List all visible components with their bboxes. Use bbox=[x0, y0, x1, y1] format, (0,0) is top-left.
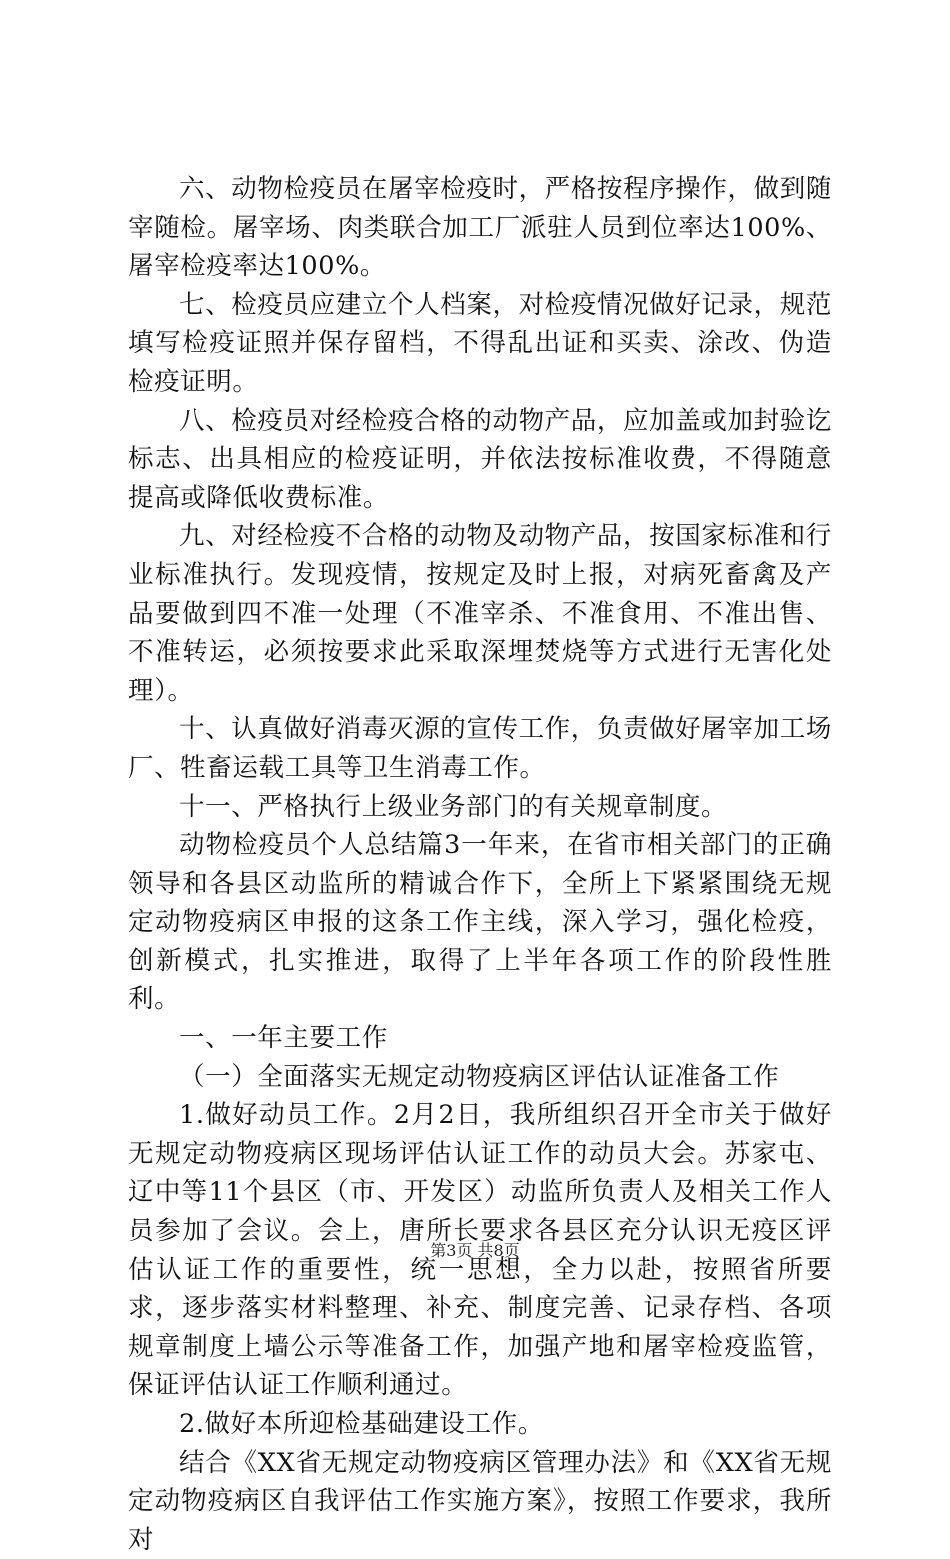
paragraph-item-9: 九、对经检疫不合格的动物及动物产品，按国家标准和行业标准执行。发现疫情，按规定及时上报，对病死畜禽及产品要做到四不准一处理（不准宰杀、不准食用、不准出售、不准转运，必须按要求此采取深埋焚烧等方式进行无害化处理）。 bbox=[128, 521, 832, 706]
paragraph-infrastructure: 2.做好本所迎检基础建设工作。 bbox=[179, 1409, 544, 1439]
page-number-footer: 第3页 共8页 bbox=[430, 1241, 520, 1260]
paragraph-regulations: 结合《XX省无规定动物疫病区管理办法》和《XX省无规定动物疫病区自我评估工作实施方案》，按照工作要求，我所对 bbox=[128, 1447, 832, 1555]
paragraph-mobilization: 1.做好动员工作。2月2日，我所组织召开全市关于做好无规定动物疫病区现场评估认证工作的动员大会。苏家屯、辽中等11个县区（市、开发区）动监所负责人及相关工作人员参加了会议。会上，唐所长要求各县区充分认识无疫区评估认证工作的重要性，统一思想，全力以赴，按照省所要求，逐步落实材料整理、补充、制度完善、记录存档、各项规章制度上墙公示等准备工作，加强产地和屠宰检疫监管，保证评估认证工作顺利通过。 bbox=[128, 1100, 832, 1401]
paragraph-item-8: 八、检疫员对经检疫合格的动物产品，应加盖或加封验讫标志、出具相应的检疫证明，并依法按标准收费，不得随意提高或降低收费标准。 bbox=[128, 405, 832, 513]
subsection-heading-assessment: （一）全面落实无规定动物疫病区评估认证准备工作 bbox=[179, 1061, 780, 1092]
paragraph-item-7: 七、检疫员应建立个人档案，对检疫情况做好记录，规范填写检疫证照并保存留档，不得乱出证和买卖、涂改、伪造检疫证明。 bbox=[128, 289, 832, 397]
paragraph-item-6: 六、动物检疫员在屠宰检疫时，严格按程序操作，做到随宰随检。屠宰场、肉类联合加工厂派驻人员到位率达100%、屠宰检疫率达100%。 bbox=[128, 174, 832, 282]
section-heading-main-work: 一、一年主要工作 bbox=[179, 1023, 388, 1054]
paragraph-item-11: 十一、严格执行上级业务部门的有关规章制度。 bbox=[179, 791, 728, 822]
summary-intro-paragraph: 动物检疫员个人总结篇3一年来，在省市相关部门的正确领导和各县区动监所的精诚合作下，全所上下紧紧围绕无规定动物疫病区申报的这条工作主线，深入学习，强化检疫，创新模式，扎实推进，取得了上半年各项工作的阶段性胜利。 bbox=[128, 830, 832, 1015]
document-body bbox=[128, 170, 832, 1559]
paragraph-item-10: 十、认真做好消毒灭源的宣传工作，负责做好屠宰加工场厂、牲畜运载工具等卫生消毒工作。 bbox=[128, 714, 832, 783]
